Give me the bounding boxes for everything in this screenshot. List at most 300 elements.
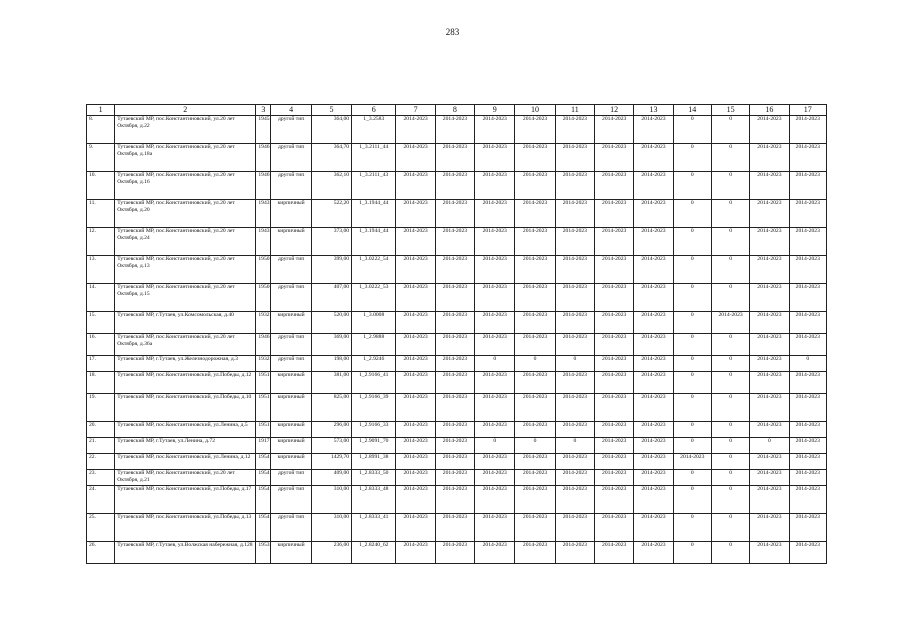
table-cell: кирпичный [271,372,311,394]
table-cell: другой тип [271,356,311,372]
table-cell: 1945 [256,116,271,144]
table-cell: 2014-2023 [634,422,673,438]
column-header: 11 [555,105,594,116]
table-cell: 2014-2023 [750,256,789,284]
column-header: 2 [115,105,256,116]
table-cell: 2014-2023 [595,542,634,564]
table-cell: 2014-2023 [789,312,826,334]
table-cell: 2014-2023 [555,144,594,172]
table-cell: кирпичный [271,542,311,564]
table-cell: 11. [87,200,115,228]
table-cell: 2014-2023 [595,454,634,470]
table-cell: 2014-2023 [750,228,789,256]
table-cell: 1953 [256,542,271,564]
table-cell: 2014-2023 [396,470,435,486]
table-cell: другой тип [271,334,311,356]
table-cell: 2014-2023 [396,454,435,470]
table-cell: 2014-2023 [789,172,826,200]
table-cell: 2014-2023 [396,542,435,564]
address-cell: Тутаевский МР, пос.Константиновский, ул.20 лет Октября, д.15 [115,284,256,312]
table-cell: 2014-2023 [750,394,789,422]
table-cell: 1951 [256,394,271,422]
table-row [87,356,827,372]
table-row [87,470,827,486]
table-cell: 2014-2023 [595,312,634,334]
table-cell: 2014-2023 [634,394,673,422]
table-cell: 2014-2023 [634,284,673,312]
table-cell: 310,00 [311,486,351,514]
table-cell: кирпичный [271,438,311,454]
table-cell: 1946 [256,144,271,172]
table-cell: 2014-2023 [595,200,634,228]
table-cell: 2014-2023 [634,334,673,356]
table-cell: 0 [673,438,711,454]
table-cell: другой тип [271,514,311,542]
table-row [87,200,827,228]
table-cell: 2014-2023 [475,172,515,200]
table-cell: 362,10 [311,172,351,200]
table-cell: другой тип [271,144,311,172]
table-cell: 2014-2023 [435,422,474,438]
table-cell: 0 [711,284,749,312]
table-cell: 0 [711,454,749,470]
table-cell: 2014-2023 [595,514,634,542]
table-cell: 2014-2023 [789,144,826,172]
table-cell: 2014-2023 [634,172,673,200]
table-row [87,372,827,394]
column-header: 8 [435,105,474,116]
table-cell: 2014-2023 [475,334,515,356]
table-cell: 1_2.9166_39 [352,394,396,422]
table-cell: 2014-2023 [595,470,634,486]
table-cell: 2014-2023 [789,514,826,542]
table-cell: 1_3.0008 [352,312,396,334]
table-cell: 0 [555,356,594,372]
table-cell: 2014-2023 [475,454,515,470]
table-cell: 0 [711,228,749,256]
table-cell: 2014-2023 [634,144,673,172]
address-cell: Тутаевский МР, пос.Константиновский, ул.Победы, д.12 [115,372,256,394]
table-cell: 1_3.2583 [352,116,396,144]
table-cell: 0 [515,438,555,454]
table-cell: 409,00 [311,470,351,486]
table-cell: 2014-2023 [595,284,634,312]
table-cell: 1954 [256,454,271,470]
table-cell: 2014-2023 [595,144,634,172]
table-cell: кирпичный [271,312,311,334]
table-cell: 2014-2023 [789,116,826,144]
table-cell: 15. [87,312,115,334]
address-cell: Тутаевский МР, пос.Константиновский, ул.Победы, д.17 [115,486,256,514]
table-cell: 369,00 [311,334,351,356]
table-cell: 2014-2023 [555,116,594,144]
table-cell: 2014-2023 [555,172,594,200]
table-cell: 2014-2023 [595,228,634,256]
table-cell: 2014-2023 [595,438,634,454]
column-header: 4 [271,105,311,116]
column-header: 10 [515,105,555,116]
table-cell: 296,00 [311,422,351,438]
table-cell: 0 [673,486,711,514]
table-cell: 1946 [256,172,271,200]
address-cell: Тутаевский МР, пос.Константиновский, ул.20 лет Октября, д.13 [115,256,256,284]
table-cell: 1917 [256,438,271,454]
table-cell: 2014-2023 [435,256,474,284]
table-cell: 2014-2023 [634,514,673,542]
table-cell: 0 [711,514,749,542]
table-cell: 236,00 [311,542,351,564]
table-cell: 2014-2023 [435,470,474,486]
table-cell: 2014-2023 [750,334,789,356]
table-cell: 0 [673,470,711,486]
table-cell: 2014-2023 [515,394,555,422]
table-cell: 373,00 [311,228,351,256]
table-cell: 2014-2023 [750,454,789,470]
table-cell: 2014-2023 [515,200,555,228]
table-cell: 0 [711,200,749,228]
table-cell: 2014-2023 [435,438,474,454]
table-cell: 0 [711,394,749,422]
table-cell: 2014-2023 [789,470,826,486]
table-cell: 2014-2023 [475,372,515,394]
table-cell: 2014-2023 [595,356,634,372]
column-number-row [87,105,827,116]
table-cell: 2014-2023 [789,284,826,312]
column-header: 13 [634,105,673,116]
table-cell: 0 [673,200,711,228]
table-cell: 2014-2023 [396,284,435,312]
table-cell: 2014-2023 [750,470,789,486]
table-cell: 0 [711,144,749,172]
table-cell: 0 [673,284,711,312]
table-cell: 2014-2023 [515,228,555,256]
table-cell: другой тип [271,486,311,514]
table-cell: 1_2.8333_41 [352,514,396,542]
table-row [87,422,827,438]
table-cell: кирпичный [271,394,311,422]
table-cell: 2014-2023 [435,394,474,422]
table-cell: 2014-2023 [435,486,474,514]
table-cell: 2014-2023 [711,312,749,334]
table-cell: другой тип [271,470,311,486]
address-cell: Тутаевский МР, г.Тутаев, ул.Ленина, д.72 [115,438,256,454]
table-cell: 2014-2023 [475,228,515,256]
table-cell: 2014-2023 [475,116,515,144]
table-cell: 13. [87,256,115,284]
table-cell: 2014-2023 [595,256,634,284]
table-cell: 2014-2023 [595,394,634,422]
table-cell: 2014-2023 [750,372,789,394]
table-cell: 2014-2023 [396,422,435,438]
table-cell: 25. [87,514,115,542]
table-cell: 2014-2023 [435,284,474,312]
table-cell: 2014-2023 [396,312,435,334]
table-cell: 2014-2023 [555,542,594,564]
table-cell: 2014-2023 [475,200,515,228]
table-cell: 2014-2023 [396,256,435,284]
table-cell: 2014-2023 [475,422,515,438]
table-cell: 2014-2023 [634,438,673,454]
table-cell: 0 [475,438,515,454]
table-cell: 1_2.8240_62 [352,542,396,564]
table-row [87,454,827,470]
table-cell: 520,00 [311,312,351,334]
table-cell: 1429,70 [311,454,351,470]
table-row [87,256,827,284]
table-cell: 12. [87,228,115,256]
table-cell: кирпичный [271,422,311,438]
table-cell: 22. [87,454,115,470]
table-cell: 0 [673,256,711,284]
address-cell: Тутаевский МР, пос.Константиновский, ул.20 лет Октября, д.21 [115,470,256,486]
table-cell: 2014-2023 [789,256,826,284]
table-cell: 2014-2023 [789,542,826,564]
table-row [87,116,827,144]
table-cell: 1954 [256,470,271,486]
table-cell: 2014-2023 [634,228,673,256]
table-cell: 0 [789,356,826,372]
table-cell: 0 [711,356,749,372]
table-cell: 2014-2023 [634,372,673,394]
table-cell: 2014-2023 [475,312,515,334]
table-cell: 399,00 [311,256,351,284]
table-cell: 8. [87,116,115,144]
table-cell: 825,00 [311,394,351,422]
table-cell: 0 [711,542,749,564]
table-row [87,438,827,454]
table-cell: 2014-2023 [634,356,673,372]
table-cell: 2014-2023 [515,144,555,172]
table-cell: 522,20 [311,200,351,228]
table-cell: кирпичный [271,200,311,228]
table-cell: 364,00 [311,116,351,144]
table-cell: 2014-2023 [595,172,634,200]
table-cell: 2014-2023 [789,334,826,356]
table-row [87,334,827,356]
table-row [87,542,827,564]
table-cell: 2014-2023 [595,372,634,394]
table-cell: 2014-2023 [750,144,789,172]
table-cell: 0 [711,116,749,144]
table-cell: кирпичный [271,454,311,470]
table-cell: 2014-2023 [789,454,826,470]
table-cell: 1946 [256,334,271,356]
table-cell: 2014-2023 [435,514,474,542]
table-cell: 2014-2023 [475,470,515,486]
table-cell: 2014-2023 [634,116,673,144]
table-cell: 2014-2023 [515,284,555,312]
table-cell: 0 [515,356,555,372]
table-cell: 2014-2023 [634,470,673,486]
table-cell: 2014-2023 [396,200,435,228]
table-cell: 0 [673,356,711,372]
table-cell: 2014-2023 [396,144,435,172]
table-cell: 17. [87,356,115,372]
table-cell: 1_2.8333_50 [352,470,396,486]
table-cell: 1954 [256,514,271,542]
table-cell: 0 [673,334,711,356]
table-cell: 2014-2023 [396,116,435,144]
table-cell: 2014-2023 [475,284,515,312]
table-cell: 1_2.9246 [352,356,396,372]
table-cell: 2014-2023 [435,144,474,172]
table-cell: 2014-2023 [396,356,435,372]
address-cell: Тутаевский МР, пос.Константиновский, ул.20 лет Октября, д.24 [115,228,256,256]
column-header: 1 [87,105,115,116]
table-cell: 2014-2023 [396,438,435,454]
column-header: 7 [396,105,435,116]
table-cell: 2014-2023 [396,172,435,200]
table-row [87,144,827,172]
table-cell: 2014-2023 [435,334,474,356]
table-cell: 381,00 [311,372,351,394]
address-cell: Тутаевский МР, пос.Константиновский, ул.Победы, д.13 [115,514,256,542]
table-cell: 2014-2023 [555,228,594,256]
table-cell: 2014-2023 [789,486,826,514]
table-row [87,172,827,200]
table-cell: 407,00 [311,284,351,312]
table-cell: 2014-2023 [595,116,634,144]
table-cell: другой тип [271,172,311,200]
table-cell: 0 [555,438,594,454]
table-cell: 2014-2023 [515,256,555,284]
table-cell: 0 [673,172,711,200]
table-cell: 16. [87,334,115,356]
address-cell: Тутаевский МР, г.Тутаев, ул.Железнодорожная, д.3 [115,356,256,372]
table-cell: 2014-2023 [789,228,826,256]
table-cell: 0 [673,116,711,144]
table-cell: 2014-2023 [396,228,435,256]
table-cell: 2014-2023 [634,200,673,228]
address-cell: Тутаевский МР, г.Тутаев, ул.Волжская набережная, д.128 [115,542,256,564]
table-cell: 2014-2023 [515,470,555,486]
table-cell: 2014-2023 [634,486,673,514]
column-header: 15 [711,105,749,116]
table-cell: 2014-2023 [396,514,435,542]
table-cell: 1_3.1944_44 [352,228,396,256]
table-cell: 0 [475,356,515,372]
table-cell: 19. [87,394,115,422]
table-cell: 2014-2023 [435,172,474,200]
table-cell: 1932 [256,356,271,372]
table-cell: 2014-2023 [595,486,634,514]
table-cell: 0 [673,372,711,394]
table-body [87,116,827,564]
table-cell: 18. [87,372,115,394]
table-cell: 9. [87,144,115,172]
table-cell: 2014-2023 [475,144,515,172]
table-cell: 2014-2023 [475,256,515,284]
table-cell: 2014-2023 [673,454,711,470]
table-cell: 2014-2023 [750,514,789,542]
table-cell: другой тип [271,256,311,284]
table-cell: 2014-2023 [435,312,474,334]
table-cell: 2014-2023 [750,312,789,334]
table-cell: 2014-2023 [396,486,435,514]
address-cell: Тутаевский МР, г.Тутаев, ул.Комсомольская, д.40 [115,312,256,334]
table-cell: 2014-2023 [789,394,826,422]
table-cell: кирпичный [271,228,311,256]
table-cell: 2014-2023 [555,514,594,542]
table-cell: 2014-2023 [555,470,594,486]
table-cell: 2014-2023 [435,454,474,470]
table-cell: 1_3.2111_44 [352,144,396,172]
column-header: 17 [789,105,826,116]
table-cell: 2014-2023 [789,200,826,228]
table-cell: 2014-2023 [555,284,594,312]
table-cell: 26. [87,542,115,564]
table-cell: 2014-2023 [555,312,594,334]
table-cell: 0 [673,422,711,438]
table-cell: 2014-2023 [555,200,594,228]
address-cell: Тутаевский МР, пос.Константиновский, ул.20 лет Октября, д.18а [115,144,256,172]
table-cell: 573,00 [311,438,351,454]
table-cell: 2014-2023 [555,372,594,394]
table-cell: 0 [711,470,749,486]
table-cell: 1_2.9166_33 [352,422,396,438]
table-cell: 310,00 [311,514,351,542]
table-cell: 1943 [256,228,271,256]
table-cell: 2014-2023 [634,256,673,284]
table-cell: 2014-2023 [435,116,474,144]
table-cell: 2014-2023 [435,372,474,394]
table-cell: 20. [87,422,115,438]
table-row [87,284,827,312]
address-cell: Тутаевский МР, пос.Константиновский, ул.20 лет Октября, д.36а [115,334,256,356]
table-cell: 0 [673,514,711,542]
table-row [87,228,827,256]
table-cell: 2014-2023 [555,422,594,438]
table-cell: 2014-2023 [750,200,789,228]
table-cell: 2014-2023 [515,334,555,356]
table-cell: 2014-2023 [750,172,789,200]
table-cell: 2014-2023 [595,422,634,438]
table-cell: 2014-2023 [515,422,555,438]
address-cell: Тутаевский МР, пос.Константиновский, ул.20 лет Октября, д.20 [115,200,256,228]
table-cell: 0 [673,144,711,172]
housing-register-table [86,104,827,564]
column-header: 5 [311,105,351,116]
table-cell: 2014-2023 [750,356,789,372]
column-header: 9 [475,105,515,116]
address-cell: Тутаевский МР, пос.Константиновский, ул.20 лет Октября, д.22 [115,116,256,144]
table-cell: 2014-2023 [515,116,555,144]
table-cell: 1954 [256,486,271,514]
table-cell: 2014-2023 [750,486,789,514]
table-cell: 0 [711,422,749,438]
table-cell: 1_2.9166_41 [352,372,396,394]
table-cell: 14. [87,284,115,312]
table-cell: 24. [87,486,115,514]
table-cell: 1951 [256,422,271,438]
table-cell: 2014-2023 [396,334,435,356]
page-number: 283 [445,27,460,37]
table-cell: 1951 [256,372,271,394]
table-cell: 2014-2023 [750,284,789,312]
table-cell: 2014-2023 [555,256,594,284]
table-cell: 2014-2023 [515,312,555,334]
table-cell: 1_3.2111_43 [352,172,396,200]
table-cell: 2014-2023 [555,454,594,470]
table-cell: 2014-2023 [435,200,474,228]
table-row [87,312,827,334]
table-cell: 0 [750,438,789,454]
table-cell: 2014-2023 [750,422,789,438]
table-cell: 2014-2023 [435,356,474,372]
table-cell: 2014-2023 [435,228,474,256]
table-cell: 0 [711,486,749,514]
table-cell: другой тип [271,284,311,312]
